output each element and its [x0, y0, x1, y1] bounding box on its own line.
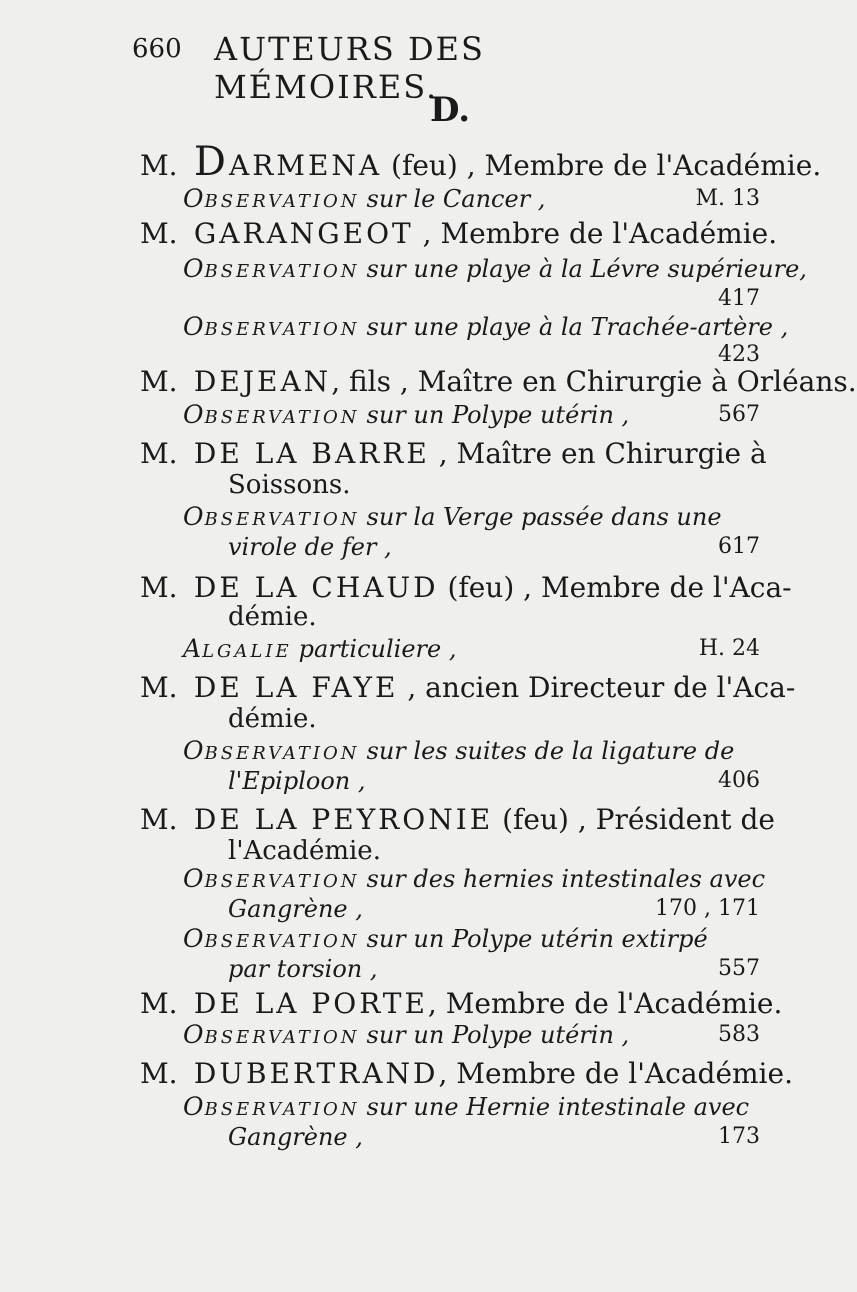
obs-label: BSERVATION: [204, 871, 360, 892]
entry-prefix: M.: [140, 1057, 178, 1090]
entry-title: , Membre de l'Académie.: [438, 1057, 793, 1090]
page-header: [132, 28, 692, 106]
entry-title-continued: démie.: [228, 602, 317, 632]
obs-label: BSERVATION: [204, 1027, 360, 1048]
obs-label: BSERVATION: [204, 407, 360, 428]
entry-prefix: M.: [140, 803, 178, 836]
page-reference: 617: [718, 534, 760, 559]
page-reference: 406: [718, 768, 760, 793]
observation-line: [183, 184, 760, 217]
observation-line: [183, 924, 760, 957]
entry-title-continued: Soissons.: [228, 470, 351, 500]
entry-title: , Maître en Chirurgie à: [438, 437, 767, 470]
entry-prefix: M.: [140, 987, 178, 1020]
page-reference: 417: [718, 286, 760, 311]
obs-label-initial: O: [183, 254, 205, 283]
entry-initial: D: [193, 139, 229, 185]
entry-name: ARMENA: [228, 149, 383, 182]
observation-line: [183, 1092, 760, 1125]
entry-name: DE LA CHAUD: [193, 571, 439, 604]
entry-dubertrand: [140, 1056, 793, 1092]
page-reference: 170 , 171: [655, 896, 760, 921]
obs-text-continued: l'Epiploon ,: [228, 767, 366, 795]
observation-line: [183, 736, 760, 769]
entry-name: DE LA PEYRONIE: [193, 803, 494, 836]
obs-label-initial: O: [183, 400, 205, 429]
obs-label-initial: O: [183, 312, 205, 341]
observation-line: [183, 400, 760, 433]
observation-line: [183, 864, 766, 897]
obs-text: sur un Polype utérin ,: [366, 1021, 630, 1049]
observation-continued: [228, 532, 760, 562]
observation-continued: [228, 894, 760, 924]
obs-text: sur un Polype utérin extirpé: [366, 925, 708, 953]
entry-title: (feu) , Membre de l'Académie.: [391, 149, 822, 182]
entry-name: DUBERTRAND: [193, 1057, 439, 1090]
observation-continued: [228, 1122, 760, 1152]
obs-label: BSERVATION: [204, 743, 360, 764]
entry-prefix: M.: [140, 217, 178, 250]
page-reference: 423: [718, 342, 760, 367]
obs-label-initial: O: [183, 502, 205, 531]
entry-name: DEJEAN: [193, 365, 332, 398]
entry-prefix: M.: [140, 437, 178, 470]
page-reference: M. 13: [695, 186, 760, 211]
obs-label-initial: O: [183, 864, 205, 893]
obs-label-initial: O: [183, 736, 205, 765]
entry-title: , fils , Maître en Chirurgie à Orléans.: [331, 365, 857, 398]
obs-text: sur les suites de la ligature de: [366, 737, 735, 765]
obs-label-initial: O: [183, 1020, 205, 1049]
entry-delafaye: [140, 670, 795, 706]
entry-darmena: [140, 139, 822, 185]
entry-prefix: M.: [140, 671, 178, 704]
obs-text: sur une playe à la Trachée-artère ,: [366, 313, 789, 341]
obs-label: LGALIE: [202, 641, 292, 662]
observation-continued: [228, 766, 760, 796]
page-reference: 173: [718, 1124, 760, 1149]
section-letter: D.: [430, 90, 471, 130]
page-number: 660: [132, 34, 182, 64]
obs-label: BSERVATION: [204, 931, 360, 952]
entry-prefix: M.: [140, 149, 178, 182]
obs-label-initial: O: [183, 924, 205, 953]
obs-text-continued: Gangrène ,: [228, 1123, 363, 1151]
entry-title-continued: l'Académie.: [228, 836, 381, 866]
obs-label-initial: A: [183, 634, 203, 663]
obs-text-continued: par torsion ,: [228, 955, 378, 983]
entry-delabarre: [140, 436, 767, 472]
observation-line: [183, 634, 760, 667]
entry-title: (feu) , Président de: [502, 803, 775, 836]
obs-text: particuliere ,: [298, 635, 457, 663]
obs-text: sur une Hernie intestinale avec: [366, 1093, 750, 1121]
entry-name: DE LA BARRE: [193, 437, 430, 470]
page-reference: H. 24: [698, 636, 760, 661]
obs-text: sur un Polype utérin ,: [366, 401, 630, 429]
observation-line: [183, 254, 807, 287]
entry-title: , ancien Directeur de l'Aca-: [407, 671, 796, 704]
running-title: AUTEURS DES MÉMOIRES.: [214, 30, 485, 106]
obs-text: sur des hernies intestinales avec: [366, 865, 766, 893]
observation-line: [183, 312, 789, 345]
observation-continued: [228, 954, 760, 984]
obs-text: sur le Cancer ,: [366, 185, 546, 213]
entry-name: DE LA FAYE: [193, 671, 399, 704]
entry-garangeot: [140, 216, 777, 252]
entry-name: GARANGEOT: [193, 217, 414, 250]
obs-label: BSERVATION: [204, 319, 360, 340]
entry-title: (feu) , Membre de l'Aca-: [447, 571, 792, 604]
obs-label: BSERVATION: [204, 1099, 360, 1120]
obs-label-initial: O: [183, 1092, 205, 1121]
obs-text-continued: Gangrène ,: [228, 895, 363, 923]
page-reference: 583: [718, 1022, 760, 1047]
observation-line: [183, 1020, 760, 1053]
entry-prefix: M.: [140, 571, 178, 604]
entry-title: , Membre de l'Académie.: [427, 987, 783, 1020]
page-reference: 567: [718, 402, 760, 427]
entry-title-continued: démie.: [228, 704, 317, 734]
entry-delapeyronie: [140, 802, 775, 838]
entry-delaporte: [140, 986, 782, 1022]
obs-text: sur une playe à la Lévre supérieure,: [366, 255, 807, 283]
obs-text-continued: virole de fer ,: [228, 533, 392, 561]
entry-dejean: [140, 364, 857, 400]
observation-line: [183, 502, 760, 535]
obs-label: BSERVATION: [204, 261, 360, 282]
obs-text: sur la Verge passée dans une: [366, 503, 722, 531]
entry-prefix: M.: [140, 365, 178, 398]
page-reference: 557: [718, 956, 760, 981]
entry-name: DE LA PORTE: [193, 987, 428, 1020]
obs-label: BSERVATION: [204, 509, 360, 530]
obs-label-initial: O: [183, 184, 205, 213]
obs-label: BSERVATION: [204, 191, 360, 212]
entry-title: , Membre de l'Académie.: [422, 217, 778, 250]
